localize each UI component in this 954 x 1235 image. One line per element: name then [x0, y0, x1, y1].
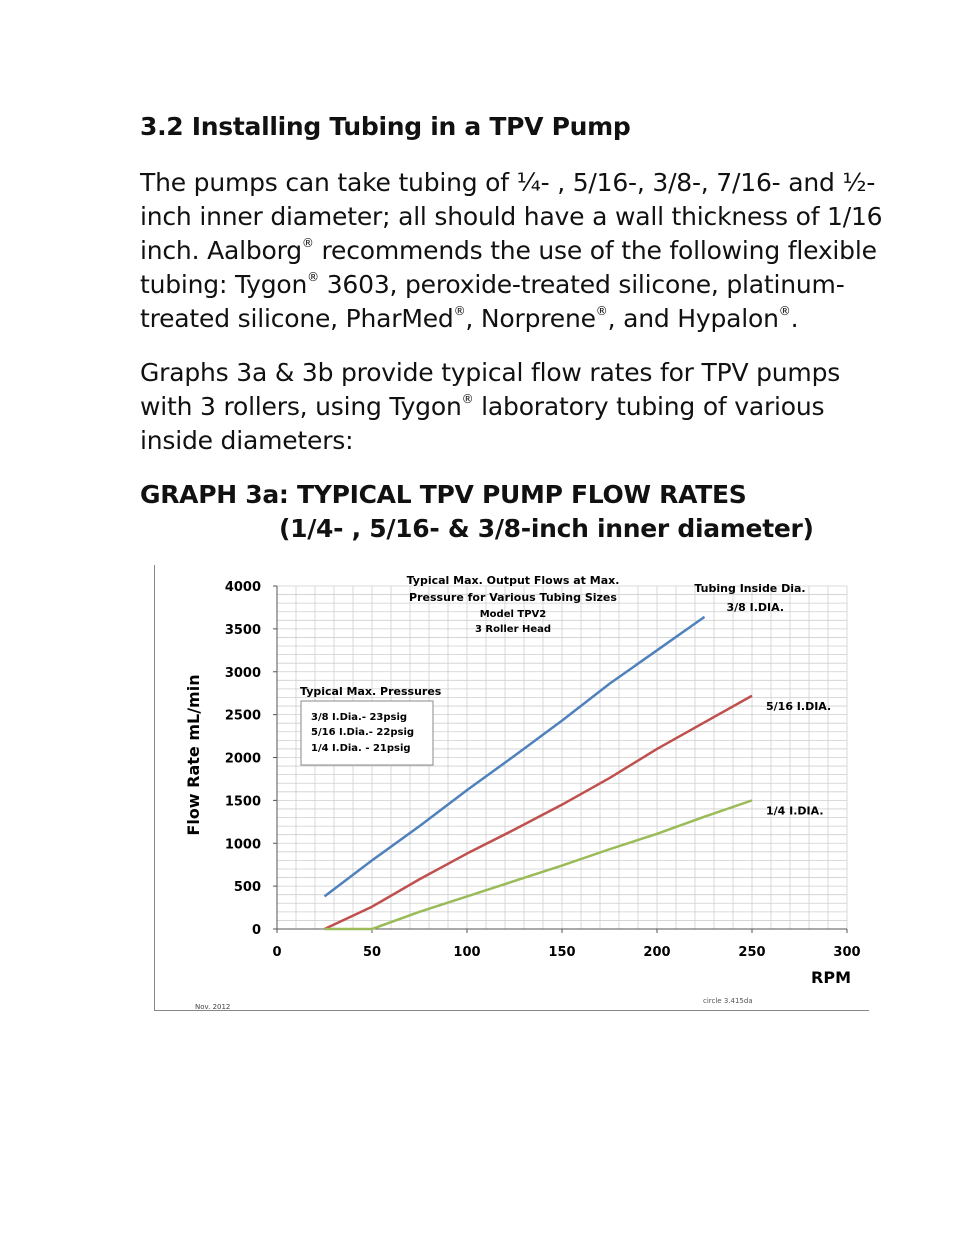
- x-tick-label: 200: [643, 945, 671, 960]
- series-label: 1/4 I.DIA.: [766, 804, 824, 818]
- chart-title-line2: Pressure for Various Tubing Sizes: [409, 591, 617, 604]
- flow-rate-chart: [154, 565, 869, 1011]
- pressure-line-2: 5/16 I.Dia.- 22psig: [311, 727, 415, 738]
- p2-text-1: Graphs 3a & 3b provide typical flow rates for TPV pumps with 3 rollers, using Tygon: [140, 358, 841, 421]
- graph-title: [140, 478, 814, 546]
- x-tick-label: 250: [738, 945, 766, 960]
- footer-right: circle 3.415da: [703, 997, 753, 1005]
- registered-mark: ®: [778, 304, 791, 318]
- series-line: [325, 800, 753, 929]
- x-tick-label: 0: [272, 945, 282, 960]
- y-tick-label: 2000: [224, 751, 261, 767]
- graph-title-line2: (1/4- , 5/16- & 3/8-inch inner diameter): [279, 514, 814, 543]
- p2-text-2: laboratory tubing of various inside diameters:: [140, 392, 825, 455]
- p1-text-6: .: [790, 304, 799, 333]
- series-label: 3/8 I.DIA.: [726, 600, 785, 614]
- p1-text-1: The pumps can take tubing of ¼- , 5/16-, 3/8-, 7/16- and ½- inch inner diameter; all should have a wall thickness of 1/16 inch. Aalborg: [140, 168, 883, 265]
- chart-title-line1: Typical Max. Output Flows at Max.: [406, 574, 620, 587]
- tubing-paragraph: [140, 166, 900, 336]
- series-label: 5/16 I.DIA.: [766, 699, 832, 713]
- y-tick-label: 500: [233, 880, 261, 896]
- footer-left: Nov. 2012: [195, 1003, 231, 1010]
- registered-mark: ®: [307, 270, 319, 284]
- legend-title: Tubing Inside Dia.: [694, 582, 806, 595]
- pressure-line-3: 1/4 I.Dia. - 21psig: [311, 743, 411, 754]
- x-axis-label: RPM: [811, 968, 851, 987]
- y-tick-label: 4000: [224, 580, 261, 595]
- p1-text-4: , Norprene: [465, 304, 596, 333]
- pressure-box-title: Typical Max. Pressures: [300, 685, 442, 698]
- x-tick-label: 50: [362, 945, 382, 960]
- p1-text-2: recommends the use of the following flexible tubing: Tygon: [140, 236, 877, 299]
- registered-mark: ®: [595, 304, 608, 318]
- x-tick-label: 300: [833, 945, 861, 960]
- y-tick-label: 3500: [224, 622, 261, 638]
- y-axis-label: Flow Rate mL/min: [184, 674, 203, 836]
- graph-title-line1: GRAPH 3a: TYPICAL TPV PUMP FLOW RATES: [140, 480, 747, 509]
- y-tick-label: 0: [251, 923, 261, 938]
- pressure-line-1: 3/8 I.Dia.- 23psig: [311, 712, 408, 723]
- p1-text-3: 3603, peroxide-treated silicone, platinum-treated silicone, PharMed: [140, 270, 845, 333]
- chart-title: [407, 574, 620, 635]
- chart-title-line4: 3 Roller Head: [474, 624, 552, 635]
- x-tick-label: 100: [453, 945, 481, 960]
- y-tick-label: 2500: [224, 708, 261, 724]
- registered-mark: ®: [461, 392, 474, 406]
- registered-mark: ®: [301, 236, 314, 250]
- p1-text-5: , and Hypalon: [607, 304, 779, 333]
- registered-mark: ®: [453, 304, 466, 318]
- chart-title-line3: Model TPV2: [479, 609, 547, 620]
- pressure-box: [300, 685, 442, 765]
- chart-svg: [155, 565, 869, 1010]
- graphs-paragraph: [140, 356, 900, 458]
- y-tick-label: 3000: [224, 665, 261, 681]
- section-heading: 3.2 Installing Tubing in a TPV Pump: [140, 112, 631, 141]
- x-tick-label: 150: [548, 945, 576, 960]
- y-tick-label: 1000: [224, 837, 261, 853]
- y-tick-label: 1500: [224, 794, 261, 810]
